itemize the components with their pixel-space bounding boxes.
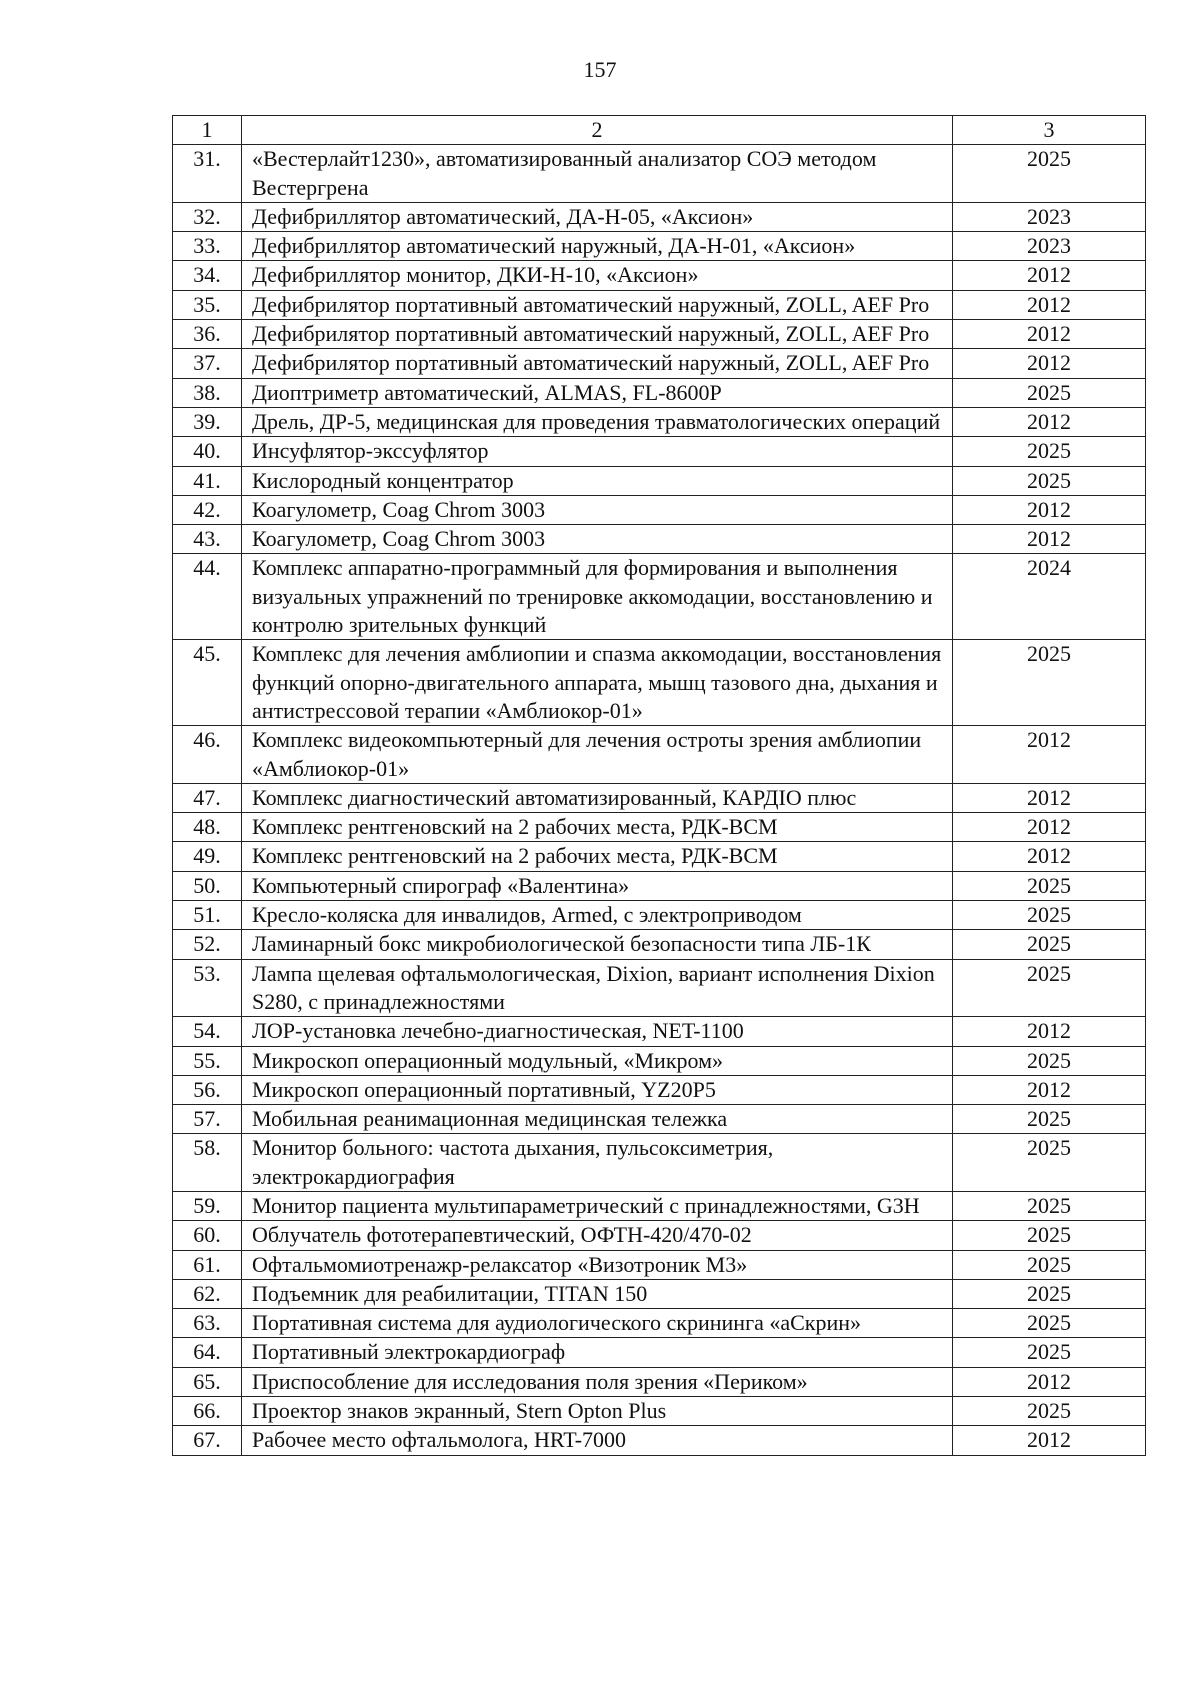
row-number-cell: 54.: [173, 1017, 242, 1046]
year-cell: 2012: [953, 290, 1146, 319]
row-number-cell: 67.: [173, 1426, 242, 1455]
table-header-row: [173, 116, 1146, 145]
equipment-name-cell: Проектор знаков экранный, Stern Opton Plus: [242, 1397, 953, 1426]
equipment-table: [172, 115, 1146, 1456]
row-number-cell: 48.: [173, 813, 242, 842]
equipment-name-cell: Комплекс рентгеновский на 2 рабочих места, РДК-ВСМ: [242, 842, 953, 871]
equipment-name-cell: Комплекс аппаратно-программный для формирования и выполнения визуальных упражнений по тренировке аккомодации, восстановлению и контролю зрительных функций: [242, 554, 953, 640]
row-number-cell: 37.: [173, 349, 242, 378]
equipment-name-cell: Дефибриллятор автоматический наружный, ДА-Н-01, «Аксион»: [242, 232, 953, 261]
equipment-name-cell: Ламинарный бокс микробиологической безопасности типа ЛБ-1К: [242, 930, 953, 959]
equipment-name-cell: Дрель, ДР-5, медицинская для проведения травматологических операций: [242, 407, 953, 436]
year-cell: 2024: [953, 554, 1146, 640]
table-row: [173, 202, 1146, 231]
year-cell: 2025: [953, 466, 1146, 495]
table-row: [173, 1309, 1146, 1338]
row-number-cell: 63.: [173, 1309, 242, 1338]
row-number-cell: 52.: [173, 930, 242, 959]
row-number-cell: 59.: [173, 1191, 242, 1220]
table-row: [173, 813, 1146, 842]
year-cell: 2025: [953, 1309, 1146, 1338]
table-row: [173, 1046, 1146, 1075]
table-row: [173, 1279, 1146, 1308]
year-cell: 2012: [953, 495, 1146, 524]
row-number-cell: 31.: [173, 145, 242, 203]
row-number-cell: 61.: [173, 1250, 242, 1279]
table-row: [173, 437, 1146, 466]
row-number-cell: 47.: [173, 783, 242, 812]
year-cell: 2025: [953, 959, 1146, 1017]
year-cell: 2012: [953, 261, 1146, 290]
table-row: [173, 1397, 1146, 1426]
row-number-cell: 45.: [173, 640, 242, 726]
year-cell: 2012: [953, 525, 1146, 554]
equipment-name-cell: Дефибриллятор автоматический, ДА-Н-05, «Аксион»: [242, 202, 953, 231]
row-number-cell: 43.: [173, 525, 242, 554]
equipment-name-cell: Портативная система для аудиологического скрининга «аСкрин»: [242, 1309, 953, 1338]
row-number-cell: 62.: [173, 1279, 242, 1308]
table-row: [173, 1017, 1146, 1046]
equipment-name-cell: Комплекс диагностический автоматизированный, КАРДIО плюс: [242, 783, 953, 812]
equipment-name-cell: Микроскоп операционный модульный, «Микром»: [242, 1046, 953, 1075]
table-body: [173, 116, 1146, 1456]
row-number-cell: 39.: [173, 407, 242, 436]
page-number: 157: [583, 57, 617, 82]
row-number-cell: 60.: [173, 1221, 242, 1250]
year-cell: 2025: [953, 437, 1146, 466]
row-number-cell: 32.: [173, 202, 242, 231]
table-row: [173, 1221, 1146, 1250]
year-cell: 2025: [953, 640, 1146, 726]
equipment-name-cell: Кресло-коляска для инвалидов, Armed, с электроприводом: [242, 901, 953, 930]
table-row: [173, 554, 1146, 640]
row-number-cell: 65.: [173, 1367, 242, 1396]
column-header-name: 2: [242, 116, 953, 145]
year-cell: 2012: [953, 813, 1146, 842]
row-number-cell: 42.: [173, 495, 242, 524]
row-number-cell: 38.: [173, 378, 242, 407]
year-cell: 2025: [953, 1191, 1146, 1220]
year-cell: 2023: [953, 232, 1146, 261]
equipment-name-cell: Кислородный концентратор: [242, 466, 953, 495]
year-cell: 2025: [953, 871, 1146, 900]
table-row: [173, 407, 1146, 436]
equipment-name-cell: Дефибриллятор монитор, ДКИ-Н-10, «Аксион»: [242, 261, 953, 290]
row-number-cell: 44.: [173, 554, 242, 640]
table-row: [173, 1191, 1146, 1220]
equipment-name-cell: Мобильная реанимационная медицинская тележка: [242, 1105, 953, 1134]
year-cell: 2012: [953, 349, 1146, 378]
row-number-cell: 46.: [173, 726, 242, 784]
year-cell: 2025: [953, 930, 1146, 959]
table-row: [173, 640, 1146, 726]
table-row: [173, 145, 1146, 203]
year-cell: 2023: [953, 202, 1146, 231]
table-row: [173, 378, 1146, 407]
equipment-name-cell: Комплекс рентгеновский на 2 рабочих места, РДК-ВСМ: [242, 813, 953, 842]
year-cell: 2025: [953, 1105, 1146, 1134]
equipment-name-cell: Подъемник для реабилитации, TITAN 150: [242, 1279, 953, 1308]
year-cell: 2012: [953, 1017, 1146, 1046]
row-number-cell: 56.: [173, 1075, 242, 1104]
year-cell: 2025: [953, 1397, 1146, 1426]
row-number-cell: 57.: [173, 1105, 242, 1134]
table-row: [173, 525, 1146, 554]
table-row: [173, 495, 1146, 524]
year-cell: 2012: [953, 1367, 1146, 1396]
row-number-cell: 50.: [173, 871, 242, 900]
year-cell: 2025: [953, 1338, 1146, 1367]
equipment-name-cell: Офтальмомиотренажр-релаксатор «Визотроник М3»: [242, 1250, 953, 1279]
equipment-name-cell: Диоптриметр автоматический, ALMAS, FL-8600P: [242, 378, 953, 407]
equipment-name-cell: Приспособление для исследования поля зрения «Периком»: [242, 1367, 953, 1396]
row-number-cell: 35.: [173, 290, 242, 319]
row-number-cell: 40.: [173, 437, 242, 466]
table-row: [173, 466, 1146, 495]
year-cell: 2012: [953, 783, 1146, 812]
equipment-name-cell: «Вестерлайт1230», автоматизированный анализатор СОЭ методом Вестергрена: [242, 145, 953, 203]
row-number-cell: 49.: [173, 842, 242, 871]
equipment-name-cell: Микроскоп операционный портативный, YZ20P5: [242, 1075, 953, 1104]
row-number-cell: 58.: [173, 1134, 242, 1192]
equipment-name-cell: Лампа щелевая офтальмологическая, Dixion, вариант исполнения Dixion S280, с принадлежностями: [242, 959, 953, 1017]
year-cell: 2012: [953, 1426, 1146, 1455]
table-row: [173, 901, 1146, 930]
year-cell: 2025: [953, 1046, 1146, 1075]
table-row: [173, 232, 1146, 261]
row-number-cell: 51.: [173, 901, 242, 930]
equipment-name-cell: Компьютерный спирограф «Валентина»: [242, 871, 953, 900]
table-row: [173, 1075, 1146, 1104]
table-row: [173, 349, 1146, 378]
row-number-cell: 34.: [173, 261, 242, 290]
equipment-name-cell: Дефибрилятор портативный автоматический наружный, ZOLL, AEF Pro: [242, 349, 953, 378]
equipment-name-cell: Комплекс для лечения амблиопии и спазма аккомодации, восстановления функций опорно-двигательного аппарата, мышц тазового дна, дыхания и антистрессовой терапии «Амблиокор-01»: [242, 640, 953, 726]
year-cell: 2025: [953, 1134, 1146, 1192]
table-row: [173, 1338, 1146, 1367]
year-cell: 2012: [953, 1075, 1146, 1104]
row-number-cell: 41.: [173, 466, 242, 495]
table-row: [173, 783, 1146, 812]
equipment-name-cell: ЛОР-установка лечебно-диагностическая, NET-1100: [242, 1017, 953, 1046]
table-row: [173, 959, 1146, 1017]
equipment-name-cell: Монитор пациента мультипараметрический с принадлежностями, G3H: [242, 1191, 953, 1220]
year-cell: 2025: [953, 1221, 1146, 1250]
table-row: [173, 1250, 1146, 1279]
row-number-cell: 53.: [173, 959, 242, 1017]
year-cell: 2012: [953, 320, 1146, 349]
column-header-year: 3: [953, 116, 1146, 145]
row-number-cell: 36.: [173, 320, 242, 349]
table-row: [173, 871, 1146, 900]
year-cell: 2012: [953, 726, 1146, 784]
equipment-name-cell: Коагулометр, Coag Chrom 3003: [242, 495, 953, 524]
table-row: [173, 930, 1146, 959]
row-number-cell: 55.: [173, 1046, 242, 1075]
equipment-name-cell: Дефибрилятор портативный автоматический наружный, ZOLL, AEF Pro: [242, 290, 953, 319]
table-row: [173, 1367, 1146, 1396]
year-cell: 2025: [953, 1250, 1146, 1279]
table-row: [173, 261, 1146, 290]
year-cell: 2025: [953, 378, 1146, 407]
table-row: [173, 842, 1146, 871]
column-header-number: 1: [173, 116, 242, 145]
table-row: [173, 1134, 1146, 1192]
equipment-name-cell: Рабочее место офтальмолога, HRT-7000: [242, 1426, 953, 1455]
equipment-name-cell: Инсуфлятор-экссуфлятор: [242, 437, 953, 466]
year-cell: 2012: [953, 407, 1146, 436]
equipment-name-cell: Дефибрилятор портативный автоматический наружный, ZOLL, AEF Pro: [242, 320, 953, 349]
equipment-name-cell: Комплекс видеокомпьютерный для лечения остроты зрения амблиопии «Амблиокор-01»: [242, 726, 953, 784]
year-cell: 2025: [953, 901, 1146, 930]
table-row: [173, 1426, 1146, 1455]
table-row: [173, 1105, 1146, 1134]
year-cell: 2025: [953, 145, 1146, 203]
row-number-cell: 33.: [173, 232, 242, 261]
equipment-name-cell: Портативный электрокардиограф: [242, 1338, 953, 1367]
row-number-cell: 64.: [173, 1338, 242, 1367]
equipment-name-cell: Коагулометр, Coag Chrom 3003: [242, 525, 953, 554]
equipment-name-cell: Монитор больного: частота дыхания, пульсоксиметрия, электрокардиография: [242, 1134, 953, 1192]
year-cell: 2025: [953, 1279, 1146, 1308]
table-row: [173, 726, 1146, 784]
year-cell: 2012: [953, 842, 1146, 871]
table-row: [173, 290, 1146, 319]
table-row: [173, 320, 1146, 349]
row-number-cell: 66.: [173, 1397, 242, 1426]
equipment-name-cell: Облучатель фототерапевтический, ОФТН-420/470-02: [242, 1221, 953, 1250]
